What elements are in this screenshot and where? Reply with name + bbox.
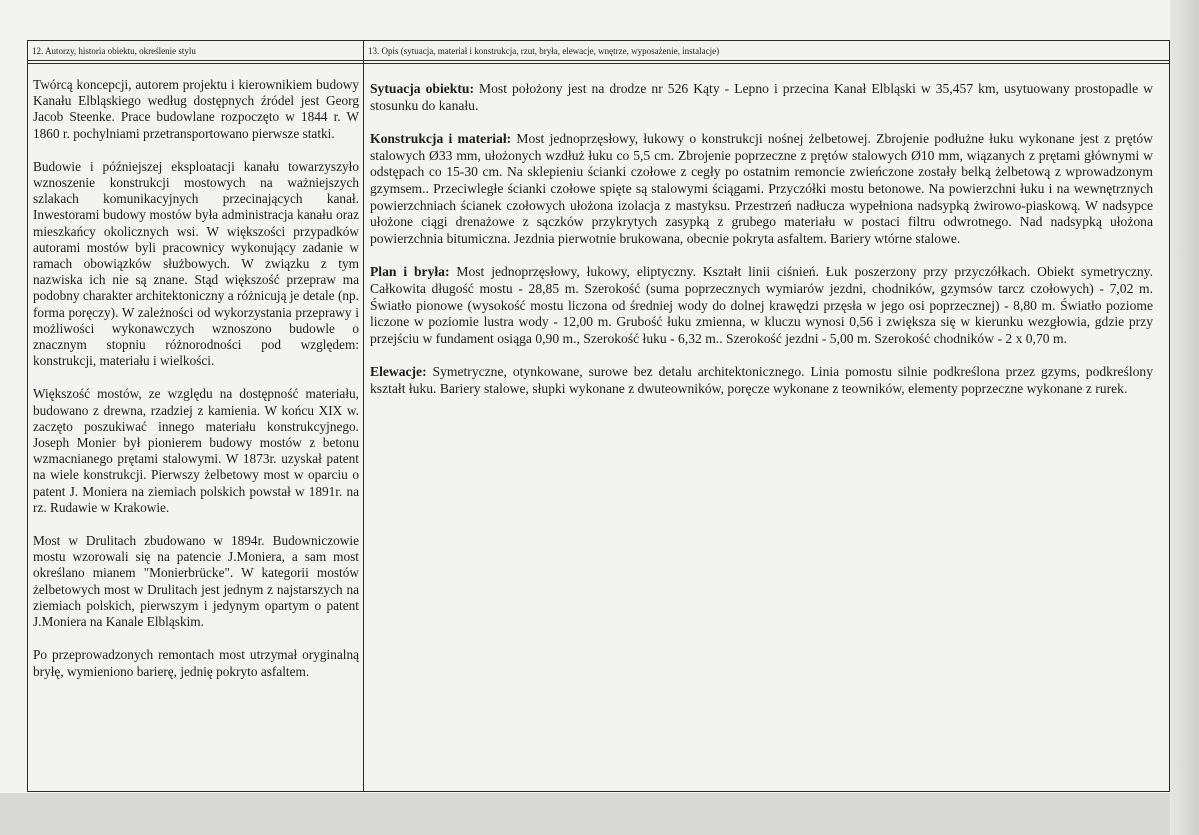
column-divider	[363, 41, 364, 791]
construction-section	[370, 131, 1153, 247]
description-column	[370, 81, 1153, 415]
elevations-heading: Elewacje:	[370, 364, 433, 380]
situation-section	[370, 81, 1153, 114]
construction-text: Most jednoprzęsłowy, łukowy o konstrukcji nośnej żelbetowej. Zbrojenie podłużne łuku wykonane jest z prętów stalowych Ø33 mm, ułożonych wzdłuż łuku co 5,5 cm. Zbrojenie poprzeczne z prętów stalowych Ø10 mm, wiązanych z prętami głównymi w odstępach co 15-30 cm. Na sklepieniu ścianki czołowe z cegły po ostatnim remoncie zwieńczone zostały belką żelbetową z wprowadzonym gzymsem.. Przeciwległe ścianki czołowe spięte są stalowymi ściągami. Przyczółki mostu betonowe. Na powierzchni łuku i na wewnętrznych powierzchniach ścianek czołowych ułożona izolacja z mastyksu. Przestrzeń nadłucza wypełniona nadsypką żwirowo-piaskową. W nadsypce ułożone ciągi drenażowe z sączków przykrytych zasypką z grubego materiału w postaci filtru odwrotnego. Nad nadsypką ułożona powierzchnia bitumiczna. Jezdnia pierwotnie brukowana, obecnie pokryta asfaltem. Bariery wtórne stalowe.	[370, 131, 1153, 246]
plan-section	[370, 264, 1153, 347]
history-paragraph: Większość mostów, ze względu na dostępność materiału, budowano z drewna, rzadziej z kamienia. W końcu XIX w. zaczęto poszukiwać innego materiału konstrukcyjnego. Joseph Monier był pionierem budowy mostów z betonu wzmacnianego prętami stalowymi. W 1873r. uzyskał patent na wiele konstrukcji. Pierwszy żelbetowy most w oparciu o patent J. Moniera na ziemiach polskich powstał w 1891r. na rz. Rudawie w Krakowie.	[33, 386, 359, 515]
situation-heading: Sytuacja obiektu:	[370, 81, 480, 96]
form-frame	[27, 40, 1170, 792]
elevations-section	[370, 364, 1153, 397]
elevations-text: Symetryczne, otynkowane, surowe bez detalu architektonicznego. Linia pomostu silnie podkreślona przez gzyms, podkreślony kształt łuku. Bariery stalowe, słupki wykonane z dwuteowników, poręcze wykonane z teowników, elementy poprzeczne wykonane z rurek.	[370, 364, 1153, 396]
history-paragraph: Budowie i późniejszej eksploatacji kanału towarzyszyło wznoszenie konstrukcji mostowych na ważniejszych szlakach komunikacyjnych przecinających kanał. Inwestorami budowy mostów była administracja kanału oraz mieszkańcy okolicznych wsi. W większości przypadków autorami mostów byli pracownicy wykonujący zadanie w ramach obowiązków służbowych. W związku z tym nazwiska ich nie są znane. Stąd większość przepraw ma podobny charakter architektoniczny a różnicują je detale (np. forma poręczy). W zależności od wykorzystania przeprawy i możliwości wykonawczych wznoszono budowle o znacznym stopniu różnorodności pod względem: konstrukcji, materiału i wielkości.	[33, 158, 359, 369]
construction-heading: Konstrukcja i materiał:	[370, 131, 517, 147]
history-paragraph: Twórcą koncepcji, autorem projektu i kierownikiem budowy Kanału Elbląskiego według dostępnych źródel jest Georg Jacob Steenke. Prace budowlane rozpoczęto w 1844 r. W 1860 r. pochylniami przetransportowano pierwsze statki.	[33, 77, 359, 141]
section-13-heading: 13. Opis (sytuacja, materiał i konstrukcja, rzut, bryła, elewacje, wnętrze, wyposażenie, instalacje)	[368, 46, 720, 56]
scan-right-edge	[1170, 0, 1199, 835]
history-paragraph: Po przeprowadzonych remontach most utrzymał oryginalną bryłę, wymieniono barierę, jednię pokryto asfaltem.	[33, 647, 359, 679]
history-paragraph: Most w Drulitach zbudowano w 1894r. Budowniczowie mostu wzorowali się na patencie J.Moniera, a sam most określano mianem "Monierbrücke". W kategorii mostów żelbetowych most w Drulitach jest jednym z najstarszych na ziemiach polskich, pierwszym i jedynym opartym o patent J.Moniera na Kanale Elbląskim.	[33, 533, 359, 630]
plan-text: Most jednoprzęsłowy, łukowy, eliptyczny. Kształt linii ciśnień. Łuk poszerzony przy przyczółkach. Obiekt symetryczny. Całkowita długość mostu - 28,85 m. Szerokość (suma poprzecznych wymiarów jezdni, chodników, gzymsów tarcz czołowych) - 7,02 m. Światło pionowe (wysokość mostu liczona od średniej wody do dolnej krawędzi przęsła w jego osi poprzecznej) - 8,80 m. Światło poziome liczone w poziomie lustra wody - 12,00 m. Grubość łuku zmienna, w kluczu wynosi 0,56 i zwiększa się w kierunku wezgłowia, gdzie przy przejściu w fundament osiąga 0,90 m., Szerokość łuku - 6,32 m.. Szerokość jezdni - 5,00 m. Szerokość chodników - 2 x 0,70 m.	[370, 264, 1153, 346]
header-row	[28, 41, 1169, 61]
situation-text: Most położony jest na drodze nr 526 Kąty - Lepno i przecina Kanał Elbląski w 35,457 km, usytuowany prostopadle w stosunku do kanału.	[370, 81, 1153, 113]
section-12-heading: 12. Autorzy, historia obiektu, określenie stylu	[32, 46, 196, 56]
plan-heading: Plan i bryła:	[370, 264, 457, 280]
header-divider	[28, 63, 1169, 64]
history-column	[33, 77, 359, 697]
scan-bottom-margin	[0, 793, 1199, 835]
